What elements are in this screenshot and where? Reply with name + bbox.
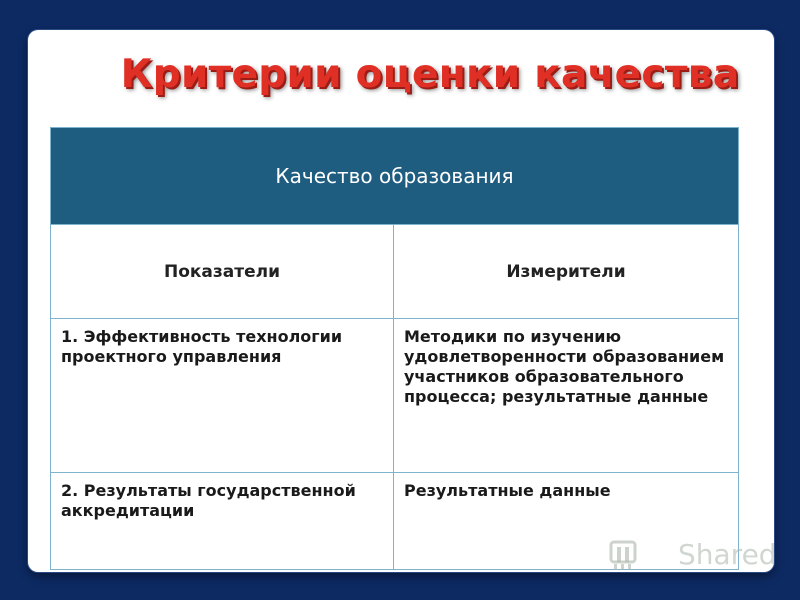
column-header-measures: Измерители	[394, 225, 739, 319]
table-header-row	[51, 128, 739, 225]
column-header-indicators: Показатели	[51, 225, 394, 319]
column-headers-row	[51, 225, 739, 319]
table-row	[51, 319, 739, 473]
watermark-text: Shared	[678, 538, 777, 571]
indicator-cell: 1. Эффективность технологии проектного управления	[51, 319, 394, 473]
measure-cell: Методики по изучению удовлетворенности образованием участников образовательного процесса; результатные данные	[394, 319, 739, 473]
measure-cell: Результатные данные	[394, 473, 739, 570]
ms-logo-icon	[608, 538, 638, 572]
table-header: Качество образования	[51, 128, 739, 225]
indicator-cell: 2. Результаты государственной аккредитации	[51, 473, 394, 570]
watermark	[608, 536, 778, 576]
criteria-table	[50, 127, 739, 570]
slide-title: Критерии оценки качества	[120, 52, 740, 97]
